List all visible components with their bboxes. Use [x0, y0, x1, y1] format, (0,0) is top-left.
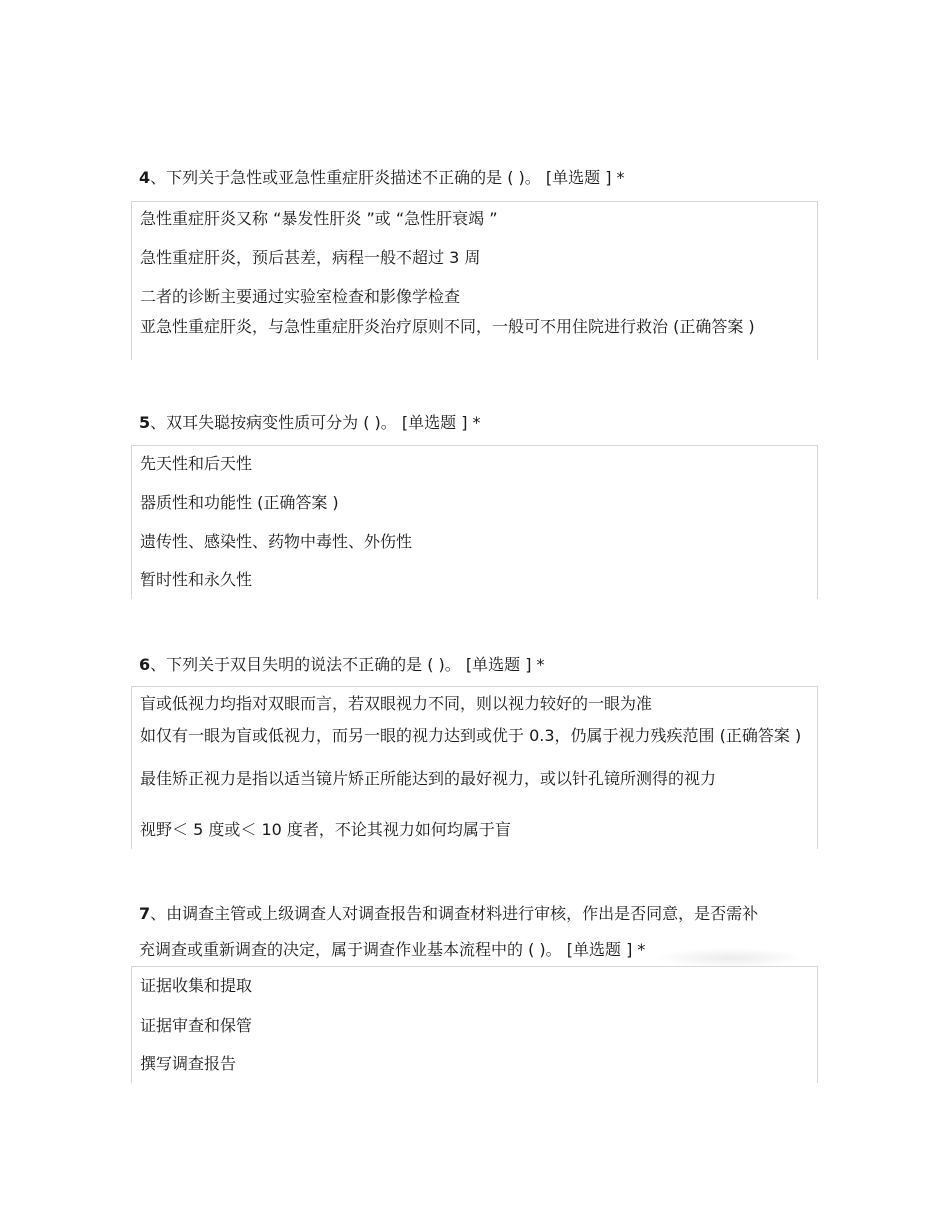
question-text: 、双耳失聪按病变性质可分为 ( )。 [单选题 ] * — [150, 413, 481, 432]
option-d[interactable]: 暂时性和永久性 — [140, 570, 253, 589]
option-d[interactable]: 视野＜ 5 度或＜ 10 度者，不论其视力如何均属于盲 — [140, 820, 511, 839]
question-number: 7 — [139, 904, 151, 923]
question-4-stem — [139, 160, 779, 196]
option-d[interactable]: 亚急性重症肝炎，与急性重症肝炎治疗原则不同，一般可不用住院进行救治 (正确答案 ) — [140, 317, 755, 336]
option-a[interactable]: 急性重症肝炎又称 “暴发性肝炎 ”或 “急性肝衰竭 ” — [140, 209, 498, 228]
option-a[interactable]: 先天性和后天性 — [140, 454, 253, 473]
option-a[interactable]: 证据收集和提取 — [140, 976, 253, 995]
question-text: 、下列关于双目失明的说法不正确的是 ( )。 [单选题 ] * — [150, 655, 545, 674]
option-b[interactable]: 急性重症肝炎，预后甚差，病程一般不超过 3 周 — [140, 248, 481, 267]
question-5-stem — [139, 405, 779, 441]
question-text: 、由调查主管或上级调查人对调查报告和调查材料进行审核，作出是否同意，是否需补充调查或重新调查的决定，属于调查作业基本流程中的 ( )。 [单选题 ] * — [139, 904, 759, 959]
question-number: 4 — [139, 168, 151, 187]
option-c[interactable]: 最佳矫正视力是指以适当镜片矫正所能达到的最好视力，或以针孔镜所测得的视力 — [140, 769, 717, 788]
question-6-stem — [139, 647, 779, 683]
question-5-options — [131, 445, 818, 599]
option-b[interactable]: 证据审查和保管 — [140, 1016, 253, 1035]
option-b[interactable]: 器质性和功能性 (正确答案 ) — [140, 493, 339, 512]
option-c[interactable]: 撰写调查报告 — [140, 1054, 237, 1073]
question-number: 5 — [139, 413, 151, 432]
question-4-options — [131, 201, 818, 360]
question-text: 、下列关于急性或亚急性重症肝炎描述不正确的是 ( )。 [单选题 ] * — [150, 168, 625, 187]
option-c[interactable]: 遗传性、感染性、药物中毒性、外伤性 — [140, 532, 413, 551]
scan-smudge — [655, 948, 805, 968]
question-number: 6 — [139, 655, 151, 674]
question-7-options — [131, 966, 818, 1083]
option-a[interactable]: 盲或低视力均指对双眼而言，若双眼视力不同，则以视力较好的一眼为准 — [140, 694, 653, 713]
option-b[interactable]: 如仅有一眼为盲或低视力，而另一眼的视力达到或优于 0.3，仍属于视力残疾范围 (正确答案 ) — [140, 726, 802, 745]
option-c[interactable]: 二者的诊断主要通过实验室检查和影像学检查 — [140, 287, 461, 306]
question-6-options — [131, 686, 818, 849]
